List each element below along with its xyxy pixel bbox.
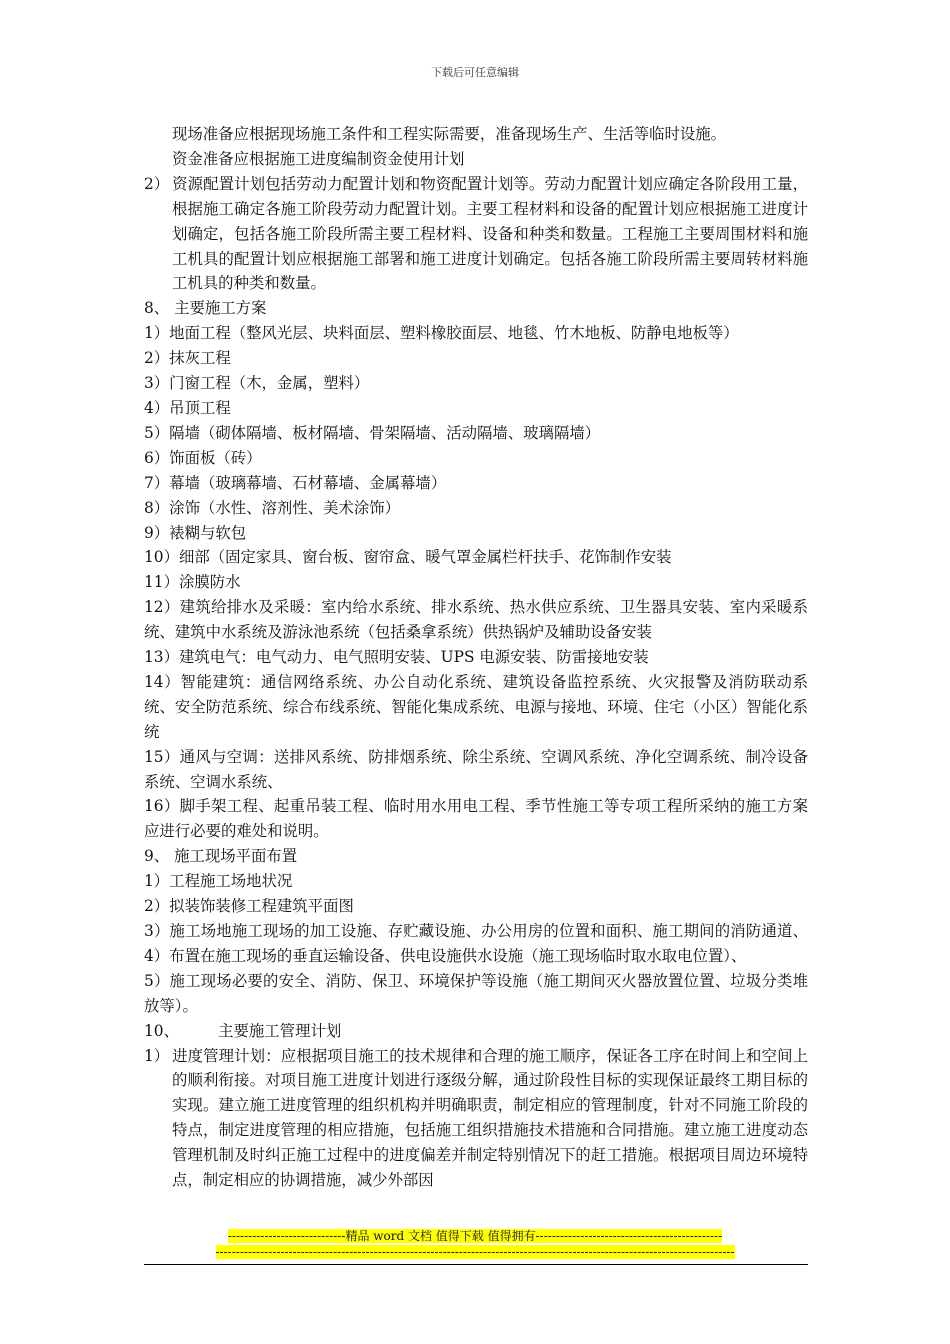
paragraph: 现场准备应根据现场施工条件和工程实际需要，准备现场生产、生活等临时设施。 <box>172 125 727 143</box>
list-item: 2）拟装饰装修工程建筑平面图 <box>144 897 354 916</box>
list-item: 15）通风与空调：送排风系统、防排烟系统、除尘系统、空调风系统、净化空调系统、制冷设备系统、空调水系统、 <box>144 747 808 791</box>
list-item: 2）抹灰工程 <box>144 349 231 368</box>
list-item: 5）隔墙（砌体隔墙、板材隔墙、骨架隔墙、活动隔墙、玻璃隔墙） <box>144 423 601 442</box>
list-item: 12）建筑给排水及采暖：室内给水系统、排水系统、热水供应系统、卫生器具安装、室内采暖系统、建筑中水系统及游泳池系统（包括桑拿系统）供热锅炉及辅助设备安装 <box>144 598 808 642</box>
list-item: 4）吊顶工程 <box>144 398 231 417</box>
list-item <box>144 172 808 297</box>
list-item: 3）门窗工程（木，金属，塑料） <box>144 374 370 393</box>
section-heading: 10、 主要施工管理计划 <box>144 1021 342 1040</box>
footer-banner-dashes <box>0 1245 950 1259</box>
list-item: 8）涂饰（水性、溶剂性、美术涂饰） <box>144 498 401 517</box>
list-item: 1）工程施工场地状况 <box>144 872 293 891</box>
page-header: 下载后可任意编辑 <box>431 66 519 79</box>
list-item: 10）细部（固定家具、窗台板、窗帘盒、暖气罩金属栏杆扶手、花饰制作安装 <box>144 548 672 567</box>
document-body <box>144 122 808 1193</box>
list-item: 13）建筑电气：电气动力、电气照明安装、UPS 电源安装、防雷接地安装 <box>144 648 649 667</box>
list-item: 16）脚手架工程、起重吊装工程、临时用水用电工程、季节性施工等专项工程所采纳的施工方案应进行必要的难处和说明。 <box>144 797 808 841</box>
section-heading: 8、 主要施工方案 <box>144 299 267 318</box>
list-number: 1） <box>144 1046 170 1065</box>
list-item: 11）涂膜防水 <box>144 573 241 592</box>
list-item: 14）智能建筑：通信网络系统、办公自动化系统、建筑设备监控系统、火灾报警及消防联动系统、安全防范系统、综合布线系统、智能化集成系统、电源与接地、环境、住宅（小区）智能化系统 <box>144 672 808 741</box>
list-item: 9）裱糊与软包 <box>144 523 247 542</box>
list-item: 3）施工场地施工现场的加工设施、存贮藏设施、办公用房的位置和面积、施工期间的消防通道、4）布置在施工现场的垂直运输设备、供电设施供水设施（施工现场临时取水取电位置）、 <box>144 922 808 965</box>
footer-dashes: -------------------------------------------------------------------------------------------------------------------------------- <box>215 1245 735 1259</box>
footer-rule <box>144 1264 808 1265</box>
list-item <box>144 1044 808 1193</box>
list-item: 7）幕墙（玻璃幕墙、石材幕墙、金属幕墙） <box>144 473 447 492</box>
footer-banner <box>0 1229 950 1243</box>
list-item: 5）施工现场必要的安全、消防、保卫、环境保护等设施（施工期间灭火器放置位置、垃圾分类堆放等）。 <box>144 971 808 1015</box>
list-item: 1）地面工程（整风光层、块料面层、塑料橡胶面层、地毯、竹木地板、防静电地板等） <box>144 324 739 343</box>
list-number: 2） <box>144 174 170 193</box>
list-text: 资源配置计划包括劳动力配置计划和物资配置计划等。劳动力配置计划应确定各阶段用工量，根据施工确定各施工阶段劳动力配置计划。主要工程材料和设备的配置计划应根据施工进度计划确定，包括各施工阶段所需主要工程材料、设备和种类和数量。工程施工主要周围材料和施工机具的配置计划应根据施工部署和施工进度计划确定。包括各施工阶段所需主要周转材料施工机具的种类和数量。 <box>172 174 808 293</box>
list-text: 进度管理计划：应根据项目施工的技术规律和合理的施工顺序，保证各工序在时间上和空间上的顺利衔接。对项目施工进度计划进行逐级分解，通过阶段性目标的实现保证最终工期目标的实现。建立施工进度管理的组织机构并明确职责，制定相应的管理制度，针对不同施工阶段的特点，制定进度管理的相应措施，包括施工组织措施技术措施和合同措施。建立施工进度动态管理机制及时纠正施工过程中的进度偏差并制定特别情况下的赶工措施。根据项目周边环境特点，制定相应的协调措施，减少外部因 <box>172 1046 808 1190</box>
footer-text: -----------------------------精品 word 文档 值得下载 值得拥有---------------------------------------------- <box>227 1229 723 1243</box>
section-heading: 9、 施工现场平面布置 <box>144 847 298 866</box>
paragraph: 资金准备应根据施工进度编制资金使用计划 <box>172 149 465 168</box>
list-item: 6）饰面板（砖） <box>144 448 262 467</box>
